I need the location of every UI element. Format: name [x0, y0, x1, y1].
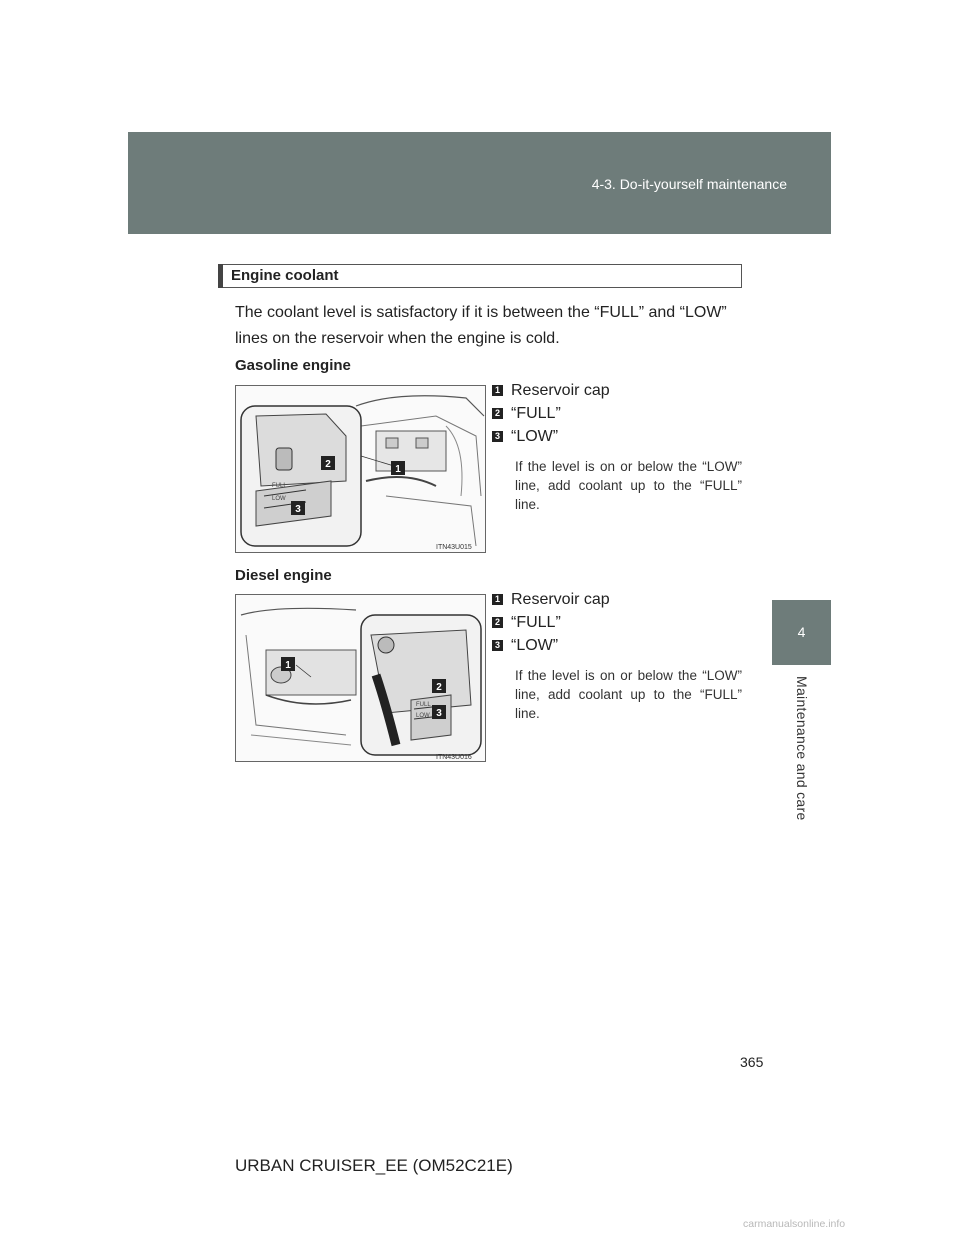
- gasoline-note: If the level is on or below the “LOW” line, add coolant up to the “FULL” line.: [515, 459, 742, 512]
- callout-number: 1: [492, 385, 503, 396]
- callout-label: Reservoir cap: [511, 591, 610, 608]
- svg-text:2: 2: [325, 459, 331, 470]
- page-number: 365: [740, 1054, 764, 1070]
- diesel-full-label: FULL: [416, 702, 431, 708]
- gasoline-callouts: [492, 380, 742, 514]
- diesel-note: If the level is on or below the “LOW” line, add coolant up to the “FULL” line.: [515, 668, 742, 721]
- chapter-tab-number: 4: [772, 600, 831, 665]
- svg-text:3: 3: [436, 708, 442, 719]
- callout-item: [492, 426, 742, 449]
- diesel-figure-code: ITN43U016: [436, 754, 472, 761]
- page-footer: URBAN CRUISER_EE (OM52C21E): [235, 1156, 513, 1175]
- gasoline-figure-code: ITN43U015: [436, 544, 472, 551]
- watermark: carmanualsonline.info: [743, 1218, 846, 1230]
- svg-text:2: 2: [436, 682, 442, 693]
- callout-number: 2: [492, 617, 503, 628]
- section-body: The coolant level is satisfactory if it is between the “FULL” and “LOW” lines on the reservoir when the engine is cold.: [235, 304, 727, 347]
- header-band: [128, 132, 831, 234]
- diesel-callouts: [492, 589, 742, 723]
- callout-number: 2: [492, 408, 503, 419]
- section-title: Engine coolant: [218, 264, 742, 288]
- diesel-figure: [235, 594, 486, 762]
- callout-number: 3: [492, 431, 503, 442]
- gasoline-figure: [235, 385, 486, 553]
- callout-label: “LOW”: [511, 428, 559, 445]
- callout-number: 3: [492, 640, 503, 651]
- callout-item: [492, 403, 742, 426]
- gasoline-engine-illustration: [236, 386, 486, 553]
- callout-item: [492, 589, 742, 612]
- diesel-engine-illustration: [236, 595, 486, 762]
- callout-number: 1: [492, 594, 503, 605]
- diesel-low-label: LOW: [416, 713, 430, 719]
- callout-item: [492, 380, 742, 403]
- chapter-tab-label: Maintenance and care: [794, 676, 810, 821]
- diesel-heading: Diesel engine: [235, 567, 332, 584]
- callout-item: [492, 635, 742, 658]
- gasoline-low-label: LOW: [272, 496, 286, 502]
- gasoline-heading: Gasoline engine: [235, 357, 351, 374]
- callout-label: “FULL”: [511, 405, 561, 422]
- svg-text:3: 3: [295, 504, 301, 515]
- callout-item: [492, 612, 742, 635]
- svg-text:1: 1: [285, 660, 291, 671]
- callout-label: Reservoir cap: [511, 382, 610, 399]
- gasoline-full-label: FULL: [272, 483, 287, 489]
- svg-text:1: 1: [395, 464, 401, 475]
- callout-label: “LOW”: [511, 637, 559, 654]
- callout-label: “FULL”: [511, 614, 561, 631]
- header-section-title: 4-3. Do-it-yourself maintenance: [591, 176, 787, 192]
